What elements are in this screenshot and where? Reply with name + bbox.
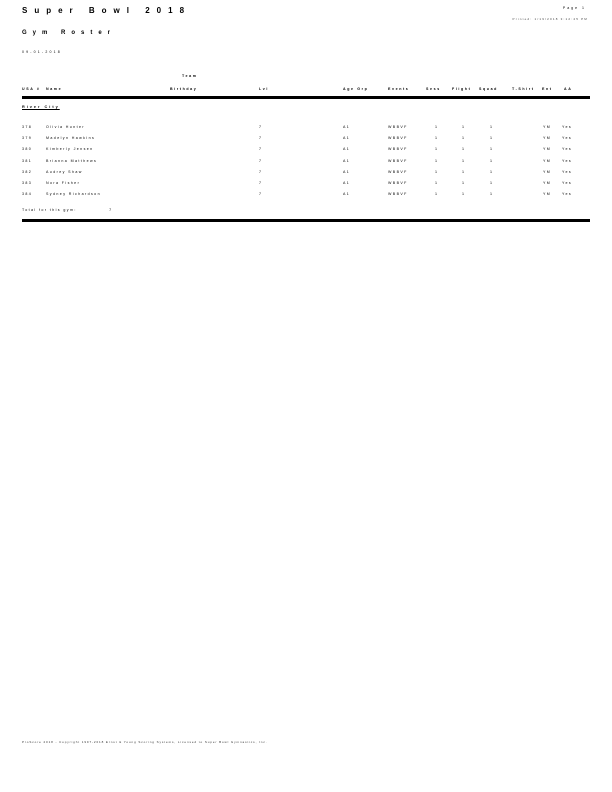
cell-name: Sydney Richardson <box>46 192 101 197</box>
cell-agegrp: A1 <box>343 136 351 141</box>
report-subtitle: Gym Roster <box>22 30 117 36</box>
gym-total-label: Total for this gym: <box>22 208 77 212</box>
report-title: Super Bowl 2018 <box>22 6 192 15</box>
table-row <box>0 147 612 158</box>
page-number: Page 1 <box>562 6 586 10</box>
cell-squad: 1 <box>490 169 494 174</box>
header-team-label: Team <box>182 74 198 78</box>
cell-tshirt: YM <box>543 181 552 185</box>
cell-lvl: 7 <box>259 181 263 185</box>
cell-lvl: 7 <box>259 147 263 152</box>
cell-ent: Yes <box>562 181 573 185</box>
header-num: USA # <box>22 87 41 91</box>
cell-tshirt: YM <box>543 192 552 197</box>
cell-agegrp: A1 <box>343 192 351 197</box>
cell-events: WBBVF <box>388 158 408 163</box>
cell-name: Brianna Matthews <box>46 158 98 163</box>
header-level: Lvl <box>259 87 269 91</box>
cell-sess: 1 <box>435 147 439 152</box>
header-name: Name <box>46 87 63 91</box>
cell-sess: 1 <box>435 169 439 174</box>
cell-num: 378 <box>22 125 33 129</box>
cell-squad: 1 <box>490 147 494 152</box>
table-row <box>0 170 612 181</box>
cell-ent: Yes <box>562 125 573 129</box>
cell-name: Audrey Shaw <box>46 169 83 174</box>
header-birthday: Birthday <box>170 87 198 91</box>
table-bottom-divider <box>22 219 590 222</box>
cell-agegrp: A1 <box>343 125 351 129</box>
cell-lvl: 7 <box>259 136 263 141</box>
gym-total-count: 7 <box>109 208 113 212</box>
cell-agegrp: A1 <box>343 158 351 163</box>
cell-agegrp: A1 <box>343 147 351 152</box>
header-entry: Ent <box>542 87 553 91</box>
cell-sess: 1 <box>435 192 439 197</box>
cell-flight: 1 <box>462 136 466 141</box>
cell-flight: 1 <box>462 147 466 152</box>
header-tshirt: T-Shirt <box>512 87 535 91</box>
cell-lvl: 7 <box>259 169 263 174</box>
table-row <box>0 159 612 170</box>
cell-ent: Yes <box>562 136 573 141</box>
table-row <box>0 125 612 136</box>
printed-timestamp: Printed: 1/19/2018 3:12:45 PM <box>512 17 588 21</box>
cell-tshirt: YM <box>543 136 552 141</box>
header-flight: Flight <box>452 87 472 91</box>
table-row <box>0 136 612 147</box>
cell-tshirt: YM <box>543 125 552 129</box>
cell-squad: 1 <box>490 125 494 129</box>
cell-sess: 1 <box>435 158 439 163</box>
cell-ent: Yes <box>562 147 573 152</box>
cell-squad: 1 <box>490 158 494 163</box>
table-row <box>0 181 612 192</box>
header-all-around: AA <box>564 87 573 91</box>
cell-name: Olivia Hunter <box>46 125 85 129</box>
header-age-group: Age Grp <box>343 87 369 91</box>
cell-squad: 1 <box>490 192 494 197</box>
cell-name: Kimberly Jensen <box>46 147 94 152</box>
cell-events: WBBVF <box>388 192 408 197</box>
cell-events: WBBVF <box>388 181 408 185</box>
cell-sess: 1 <box>435 125 439 129</box>
header-squad: Squad <box>479 87 498 91</box>
cell-ent: Yes <box>562 169 573 174</box>
header-session: Sess <box>426 87 441 91</box>
cell-ent: Yes <box>562 158 573 163</box>
cell-lvl: 7 <box>259 158 263 163</box>
report-date: 09-01-2018 <box>22 50 62 54</box>
cell-num: 379 <box>22 136 33 141</box>
header-divider <box>22 96 590 99</box>
cell-num: 384 <box>22 192 33 197</box>
cell-events: WBBVF <box>388 147 408 152</box>
cell-lvl: 7 <box>259 125 263 129</box>
cell-num: 380 <box>22 147 33 152</box>
cell-events: WBBVF <box>388 125 408 129</box>
cell-num: 382 <box>22 169 33 174</box>
cell-tshirt: YM <box>543 158 552 163</box>
cell-events: WBBVF <box>388 136 408 141</box>
cell-flight: 1 <box>462 169 466 174</box>
cell-tshirt: YM <box>543 147 552 152</box>
cell-name: Nora Fisher <box>46 181 81 185</box>
cell-flight: 1 <box>462 181 466 185</box>
cell-events: WBBVF <box>388 169 408 174</box>
header-events: Events <box>388 87 410 91</box>
cell-flight: 1 <box>462 192 466 197</box>
cell-name: Madelyn Hawkins <box>46 136 96 141</box>
gym-name: River City <box>22 105 60 109</box>
cell-flight: 1 <box>462 158 466 163</box>
cell-num: 383 <box>22 181 33 185</box>
cell-num: 381 <box>22 158 33 163</box>
cell-sess: 1 <box>435 181 439 185</box>
cell-flight: 1 <box>462 125 466 129</box>
cell-sess: 1 <box>435 136 439 141</box>
footer-copyright: ProScore 2018 - Copyright 1997-2018 Ernst & Young Scoring Systems, Licensed to Super Bowl Gymnastics, Inc. <box>22 740 268 744</box>
cell-tshirt: YM <box>543 169 552 174</box>
cell-lvl: 7 <box>259 192 263 197</box>
cell-agegrp: A1 <box>343 169 351 174</box>
cell-agegrp: A1 <box>343 181 351 185</box>
cell-squad: 1 <box>490 181 494 185</box>
cell-ent: Yes <box>562 192 573 197</box>
gym-total <box>22 208 113 212</box>
table-row <box>0 192 612 203</box>
cell-squad: 1 <box>490 136 494 141</box>
